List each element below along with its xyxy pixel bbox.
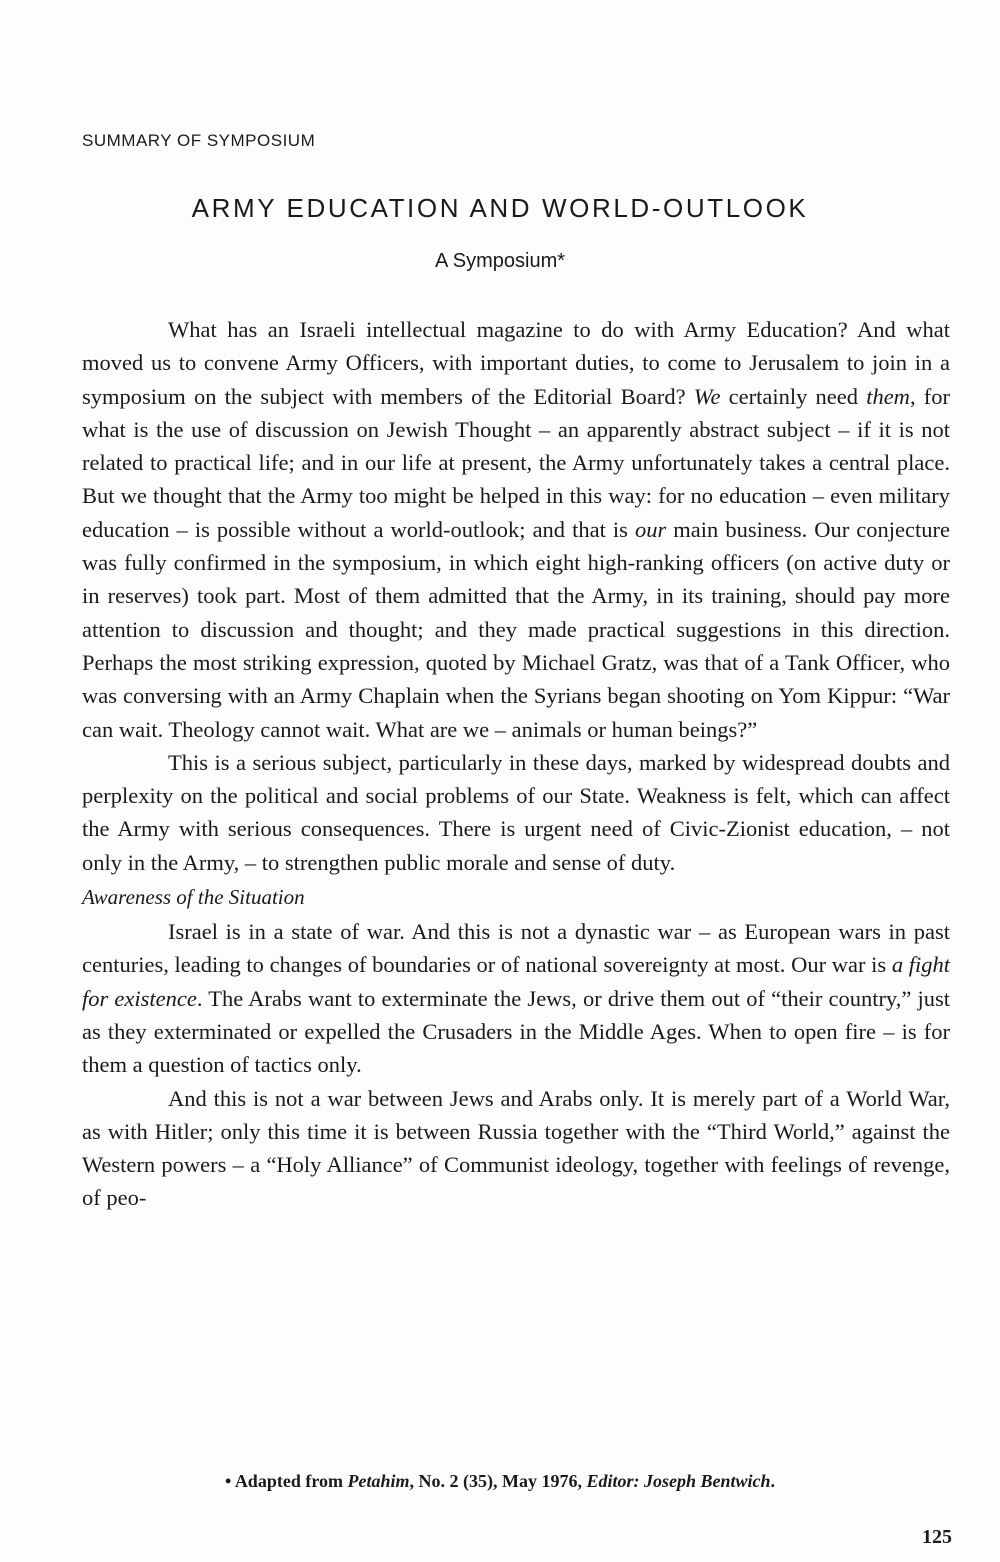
- paragraph-1-text-a: What has an Israeli intellectual magazine to do with Army Education? And what moved us to convene Army Officers, with important duties, to come to Jerusalem to join in a symposium on the subject with members of the Editorial Board?: [82, 317, 950, 409]
- running-head: SUMMARY OF SYMPOSIUM: [82, 131, 316, 150]
- paragraph-1-emphasis-we: We: [693, 383, 721, 409]
- footnote-text-b: , No. 2 (35), May 1976,: [409, 1471, 587, 1491]
- paragraph-3-text-a: Israel is in a state of war. And this is not a dynastic war – as European wars in past centuries, leading to changes of boundaries or of national sovereignty at most. Our war is: [82, 919, 950, 978]
- paragraph-4: And this is not a war between Jews and Arabs only. It is merely part of a World War, as with Hitler; only this time it is between Russia together with the “Third World,” against the Western powers – a “Holy Alliance” of Communist ideology, together with feelings of revenge, of peo-: [82, 1085, 950, 1211]
- paragraph-1-text-c: , for what is the use of discussion on Jewish Thought – an apparently abstract subject – if it is not related to practical life; and in our life at present, the Army unfortunately takes a central place. But we thought that the Army too might be helped in this way: for no education – even military education – is possible without a world-outlook; and that is: [82, 383, 950, 542]
- footnote-publication: Petahim: [347, 1471, 410, 1491]
- paragraph-1-text-b: certainly need: [720, 383, 867, 409]
- paragraph-2: This is a serious subject, particularly in these days, marked by widespread doubts and perplexity on the political and social problems of our State. Weakness is felt, which can affect the Army with serious consequences. There is urgent need of Civic-Zionist education, – not only in the Army, – to strengthen public morale and sense of duty.: [82, 749, 950, 875]
- paragraph-1-emphasis-our: our: [634, 516, 667, 542]
- paragraph-1-emphasis-them: them: [866, 383, 910, 409]
- paragraph-1: [82, 313, 950, 746]
- show-through-texture: [20, 58, 980, 91]
- article-body: [82, 313, 950, 1215]
- footnote-marker: •: [225, 1471, 235, 1491]
- footnote-text-a: Adapted from: [234, 1471, 348, 1491]
- footnote-text-c: .: [770, 1471, 775, 1491]
- paragraph-3: [82, 915, 950, 1081]
- paragraph-3-emphasis: a fight for existence: [82, 952, 951, 1011]
- paragraph-1-text-d: main business. Our conjecture was fully confirmed in the symposium, in which eight high-ranking officers (on active duty or in reserves) took part. Most of them admitted that the Army, in its training, should pay more attention to discussion and thought; and they made practical suggestions in this direction. Perhaps the most striking expression, quoted by Michael Gratz, was that of a Tank Officer, who was conversing with an Army Chaplain when the Syrians began shooting on Yom Kippur: “War can wait. Theology cannot wait. What are we – animals or human beings?”: [82, 516, 950, 742]
- paragraph-3-text-b: . The Arabs want to exterminate the Jews, or drive them out of “their country,” just as they exterminated or expelled the Crusaders in the Middle Ages. When to open fire – is for them a question of tactics only.: [82, 985, 950, 1078]
- footnote-editor: Editor: Joseph Bentwich: [586, 1471, 771, 1491]
- article-title: ARMY EDUCATION AND WORLD-OUTLOOK: [191, 193, 809, 223]
- article-subtitle: A Symposium*: [434, 250, 566, 272]
- footnote: [0, 1471, 1000, 1492]
- page-number: 125: [922, 1526, 952, 1548]
- section-heading: Awareness of the Situation: [82, 885, 305, 910]
